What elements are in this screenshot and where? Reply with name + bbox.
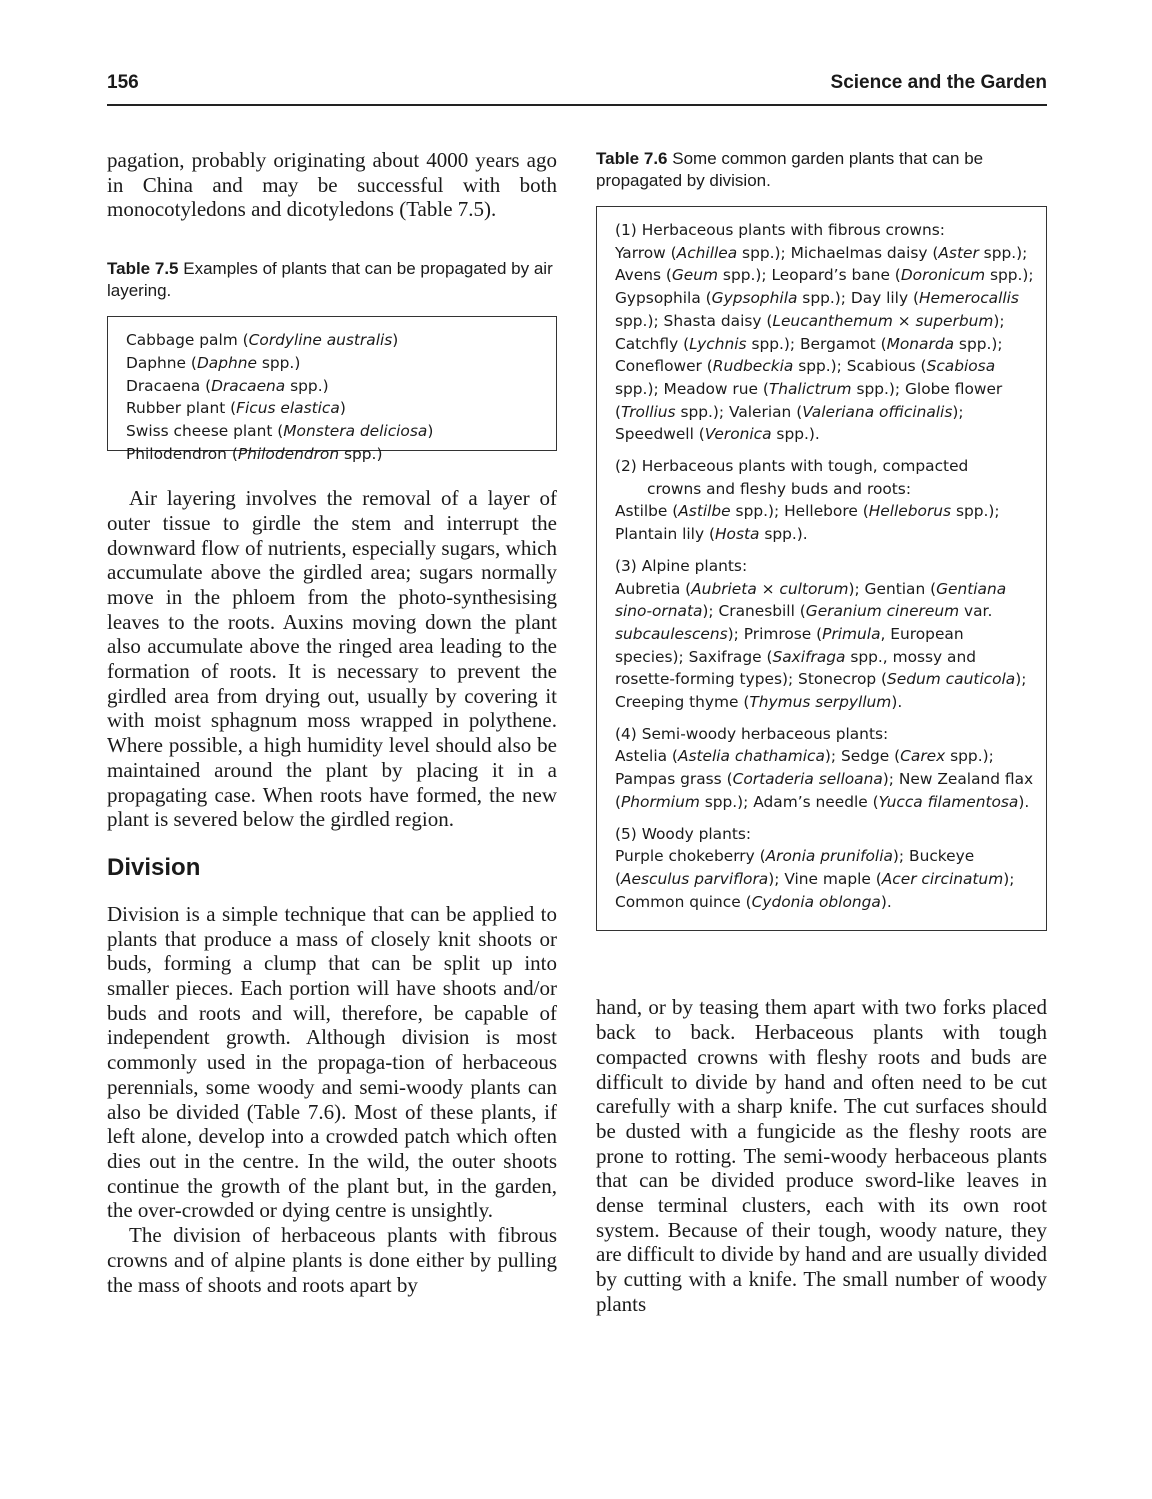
common-name: Sedge ( [841, 747, 901, 766]
name-suffix: ). [891, 693, 903, 712]
table-section [615, 823, 1034, 914]
common-name: New Zealand flax ( [615, 770, 1034, 811]
intro-paragraph: pagation, probably originating about 4000 years ago in China and may be successful with both monocotyledons and dicotyledons (Table 7.5). [107, 148, 557, 222]
latin-name: Astilbe [678, 502, 731, 521]
common-name: Stonecrop ( [798, 670, 888, 689]
plant-list [615, 502, 1000, 543]
name-suffix: spp.); [746, 334, 800, 353]
plant-list [615, 580, 1026, 712]
latin-name: Aubrieta × cultorum [691, 579, 849, 598]
section-title-continued: crowns and fleshy buds and roots: [647, 479, 912, 498]
page-header [107, 70, 1047, 106]
name-suffix: ); [952, 402, 964, 421]
name-suffix: ); [993, 311, 1005, 330]
name-suffix: ); [727, 624, 744, 643]
common-name: Hellebore ( [784, 502, 869, 521]
latin-name: Geranium cinereum [805, 602, 960, 621]
name-suffix: spp.); [737, 243, 791, 262]
common-name: Coneflower ( [615, 357, 713, 376]
table-label: Table 7.6 [596, 149, 668, 168]
name-suffix: spp.); [851, 379, 905, 398]
name-suffix: spp.); [954, 334, 1003, 353]
common-name: Scabious ( [846, 357, 927, 376]
latin-name: Veronica [704, 425, 772, 444]
latin-name: Cortaderia selloana [732, 770, 883, 789]
name-suffix: spp.); [797, 289, 851, 308]
division-paragraph-1: Division is a simple technique that can be applied to plants that produce a mass of closely knit shoots or buds, forming a clump that can be split up into smaller pieces. Each portion will have shoots and/or buds and roots and will, therefore, be capable of independent growth. Although division is most commonly used in the propaga-tion of herbaceous perennials, some woody and semi-woody plants can also be divided (Table 7.6). Most of these plants, if left alone, develop into a crowded patch which often dies out in the centre. In the wild, the outer shoots continue the growth of the plant but, in the garden, the over-crowded or dying centre is unsightly. [107, 901, 557, 1223]
latin-name: Saxifraga [772, 647, 846, 666]
latin-name: Aesculus parviflora [621, 869, 769, 888]
table-section [615, 455, 1034, 546]
table-row: Philodendron (Philodendron spp.) [126, 444, 383, 463]
common-name: Astilbe ( [615, 502, 679, 521]
common-name: Purple chokeberry ( [615, 847, 766, 866]
common-name: Vine maple ( [784, 869, 882, 888]
latin-name: Primula [822, 624, 881, 643]
latin-name: Trollius [621, 402, 676, 421]
common-name: Philodendron [126, 444, 227, 463]
table-section [615, 555, 1034, 714]
name-suffix: ); [1015, 670, 1027, 689]
table-row: Daphne (Daphne spp.) [126, 353, 301, 372]
name-suffix: spp.); [718, 266, 772, 285]
page-number: 156 [107, 72, 139, 93]
common-name: Valerian ( [729, 402, 803, 421]
common-name: Saxifrage ( [688, 647, 773, 666]
name-suffix: spp. [285, 376, 323, 395]
name-suffix: spp.). [759, 525, 808, 544]
latin-name: Helleborus [868, 502, 952, 521]
latin-name: Daphne [196, 353, 257, 372]
name-suffix: , European species); [615, 624, 964, 666]
latin-name: Acer circinatum [881, 869, 1004, 888]
name-suffix: ). [1018, 792, 1030, 811]
name-suffix: spp.); [985, 266, 1034, 285]
division-paragraph-2: The division of herbaceous plants with fibrous crowns and of alpine plants is done either by pulling the mass of shoots and roots apart by [107, 1223, 557, 1297]
latin-name: Thalictrum [768, 379, 852, 398]
latin-name: Monstera deliciosa [283, 421, 428, 440]
latin-name: Doronicum [900, 266, 986, 285]
name-suffix: spp.); [793, 357, 847, 376]
latin-name: Valeriana officinalis [802, 402, 953, 421]
common-name: Cranesbill ( [718, 602, 806, 621]
latin-name: Lychnis [689, 334, 747, 353]
name-suffix: spp.); [951, 502, 1000, 521]
left-column [107, 148, 557, 1297]
common-name: Gentian ( [864, 579, 937, 598]
section-title: (4) Semi-woody herbaceous plants: [615, 724, 889, 743]
running-title: Science and the Garden [830, 72, 1047, 93]
common-name: Shasta daisy ( [663, 311, 773, 330]
latin-name: Rudbeckia [712, 357, 794, 376]
table-row: Rubber plant (Ficus elastica) [126, 399, 346, 418]
common-name: Leopard’s bane ( [771, 266, 901, 285]
latin-name: Yucca filamentosa [878, 792, 1019, 811]
common-name: Aubretia ( [615, 579, 692, 598]
table-row: Cabbage palm (Cordyline australis) [126, 331, 399, 350]
right-column [596, 148, 1047, 1317]
common-name: Common quince ( [615, 892, 752, 911]
name-suffix: ); [702, 602, 719, 621]
name-suffix: spp., mossy and rosette-forming types); [615, 647, 976, 689]
name-suffix: spp. [256, 353, 295, 372]
section-title: (3) Alpine plants: [615, 556, 748, 575]
latin-name: Cydonia oblonga [751, 892, 881, 911]
common-name: Globe flower ( [615, 379, 1003, 421]
common-name: Astelia ( [615, 747, 678, 766]
name-suffix: spp.); [978, 243, 1028, 262]
name-suffix: spp.); [675, 402, 730, 421]
common-name: Yarrow ( [615, 243, 677, 262]
plant-list [615, 747, 1033, 810]
table-row: Dracaena (Dracaena spp.) [126, 376, 329, 395]
name-suffix: spp.). [771, 425, 820, 444]
common-name: Michaelmas daisy ( [790, 243, 939, 262]
table-label: Table 7.5 [107, 259, 179, 279]
latin-name: Hosta [714, 525, 760, 544]
latin-name: Leucanthemum × superbum [772, 311, 994, 330]
section-title: (2) Herbaceous plants with tough, compacted [615, 457, 969, 476]
latin-name: Ficus elastica [236, 399, 340, 418]
latin-name: Hemerocallis [918, 289, 1019, 308]
name-suffix: ); [824, 747, 841, 766]
latin-name: Phormium [621, 792, 700, 811]
common-name: Bergamot ( [799, 334, 887, 353]
plant-list [615, 244, 1034, 444]
latin-name: Achillea [676, 243, 738, 262]
section-title: (1) Herbaceous plants with fibrous crowns: [615, 221, 945, 239]
table-section [615, 219, 1034, 446]
table-7-5-box [107, 316, 557, 463]
common-name: Adam’s needle ( [753, 792, 879, 811]
name-suffix: spp.); [945, 747, 994, 766]
common-name: Day lily ( [850, 289, 919, 308]
name-suffix: ); [768, 869, 785, 888]
latin-name: Dracaena [211, 376, 286, 395]
common-name: Buckeye ( [615, 847, 975, 888]
name-suffix: ); [1003, 869, 1015, 888]
air-layering-paragraph: Air layering involves the removal of a layer of outer tissue to girdle the stem and interrupt the downward flow of nutrients, especially sugars, which accumulate above the girdled area; sugars normally move in the phloem from the photo-synthesising leaves to the roots. Auxins moving down the plant also accumulate above the ringed area leading to the formation of roots. It is necessary to prevent the girdled area from drying out, usually by covering it with moist sphagnum moss wrapped in polythene. Where possible, a high humidity level should also be maintained around the plant by placing it in a propagating case. When roots have formed, the new plant is severed below the girdled region. [107, 486, 557, 832]
table-section [615, 723, 1034, 814]
name-suffix: spp. [339, 444, 377, 463]
latin-name: Thymus serpyllum [749, 693, 892, 712]
name-suffix: ). [880, 892, 892, 911]
name-suffix: ); [882, 770, 899, 789]
common-name: Daphne [126, 353, 187, 372]
common-name: Catchfly ( [615, 334, 690, 353]
latin-name: Carex [900, 747, 946, 766]
latin-name: Cordyline australis [248, 331, 393, 350]
latin-name: Gypsophila [711, 289, 798, 308]
name-suffix: spp.); [699, 792, 754, 811]
latin-name: Geum [671, 266, 719, 285]
caption-text: Some common garden plants that can be propagated by division. [596, 149, 984, 190]
latin-name: Aster [938, 243, 979, 262]
name-suffix: ); [892, 847, 910, 866]
common-name: Cabbage palm [126, 331, 238, 350]
name-suffix: ); [848, 579, 865, 598]
latin-name: Astelia chathamica [677, 747, 825, 766]
table-7-6-box [596, 206, 1047, 931]
common-name: Gypsophila ( [615, 289, 712, 308]
common-name: Rubber plant [126, 399, 226, 418]
common-name: Creeping thyme ( [615, 693, 750, 712]
name-suffix: var. [959, 602, 993, 621]
table-7-6-caption [596, 148, 1047, 192]
name-suffix: spp.); [615, 311, 664, 330]
common-name: Plantain lily ( [615, 525, 715, 544]
latin-name: subcaulescens [615, 624, 728, 643]
plant-list [615, 847, 1014, 910]
common-name: Meadow rue ( [663, 379, 769, 398]
latin-name: Gentiana sino-ornata [615, 579, 1007, 621]
common-name: Swiss cheese plant [126, 421, 273, 440]
latin-name: Sedum cauticola [887, 670, 1016, 689]
common-name: Speedwell ( [615, 425, 705, 444]
section-heading-division: Division [107, 853, 201, 881]
latin-name: Aronia prunifolia [765, 847, 893, 866]
common-name: Dracaena [126, 376, 201, 395]
continuation-paragraph: hand, or by teasing them apart with two forks placed back to back. Herbaceous plants with tough compacted crowns with fleshy roots and buds are difficult to divide by hand and often need to be cut carefully with a sharp knife. The cut surfaces should be dusted with a fungicide as the fleshy roots are prone to rotting. The semi-woody herbaceous plants that can be divided produce sword-like leaves in dense terminal clusters, each with its own root system. Because of their tough, woody nature, they are difficult to divide by hand and are usually divided by cutting with a knife. The small number of woody plants [596, 995, 1047, 1316]
caption-text: Examples of plants that can be propagated by air layering. [107, 259, 553, 301]
name-suffix: spp.); [615, 379, 664, 398]
latin-name: Philodendron [237, 444, 340, 463]
table-7-5-caption [107, 258, 557, 302]
common-name: Pampas grass ( [615, 770, 733, 789]
section-title: (5) Woody plants: [615, 824, 752, 843]
common-name: Avens ( [615, 266, 672, 285]
common-name: Primrose ( [743, 624, 823, 643]
latin-name: Monarda [886, 334, 955, 353]
table-row: Swiss cheese plant (Monstera deliciosa) [126, 421, 434, 440]
name-suffix: spp.); [730, 502, 785, 521]
latin-name: Scabiosa [926, 357, 996, 376]
